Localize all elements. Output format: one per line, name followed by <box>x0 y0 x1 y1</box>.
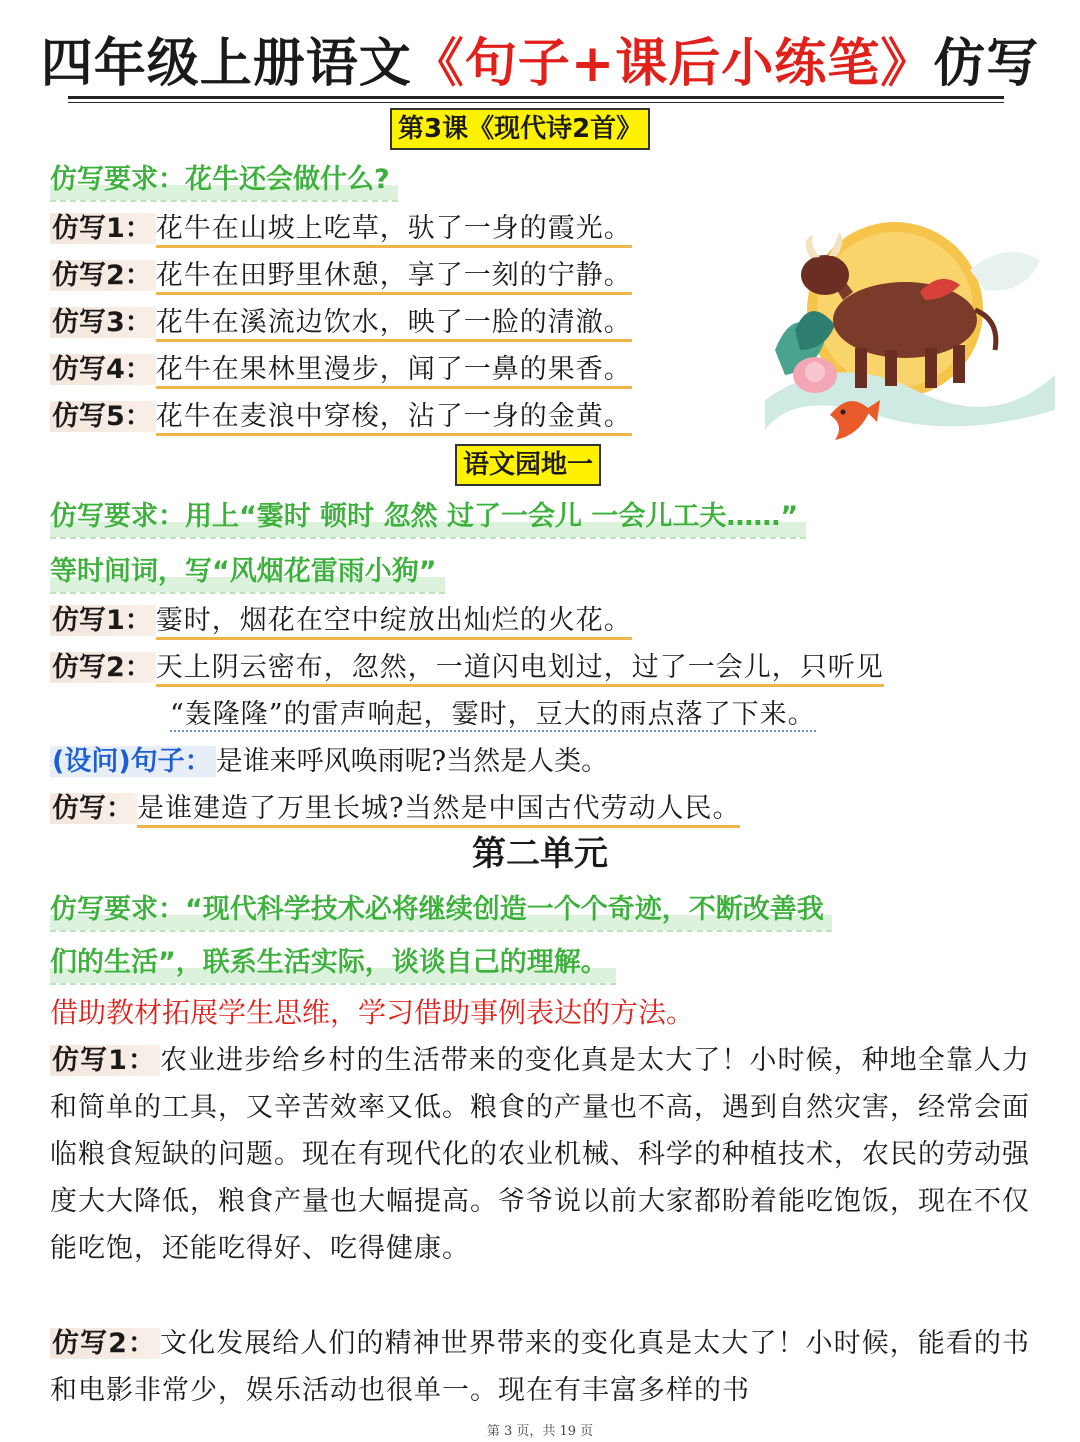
item-label: 仿写： <box>50 793 137 824</box>
item-text: 天上阴云密布，忽然，一道闪电划过，过了一会儿，只听见 <box>156 652 884 687</box>
item-label: 仿写1： <box>50 1045 160 1076</box>
ox-illustration <box>755 200 1060 475</box>
lesson3-item-4 <box>50 349 632 391</box>
garden1-tag: 语文园地一 <box>455 444 601 486</box>
item-text: 是谁建造了万里长城?当然是中国古代劳动人民。 <box>137 793 740 828</box>
item-text: 花牛在山坡上吃草，驮了一身的霞光。 <box>156 213 632 248</box>
item-text: 花牛在麦浪中穿梭，沾了一身的金黄。 <box>156 401 632 436</box>
title-rule-thin <box>68 102 1004 103</box>
item-label: 仿写2： <box>50 260 156 291</box>
item-text: 花牛在溪流边饮水，映了一脸的清澈。 <box>156 307 632 342</box>
title-tail: 仿写 <box>933 34 1040 94</box>
item-label: 仿写2： <box>50 652 156 683</box>
item-label: 仿写4： <box>50 354 156 385</box>
unit2-requirement-line1: 仿写要求：“现代科学技术必将继续创造一个个奇迹，不断改善我 <box>50 890 832 932</box>
item-text: 霎时，烟花在空中绽放出灿烂的火花。 <box>156 605 632 640</box>
item-text: 农业进步给乡村的生活带来的变化真是太大了！小时候，种地全靠人力和简单的工具，又辛苦效率又低。粮食的产量也不高，遇到自然灾害，经常会面临粮食短缺的问题。现在有现代化的农业机械、科学的种植技术，农民的劳动强度大大降低，粮食产量也大幅提高。爷爷说以前大家都盼着能吃饱饭，现在不仅能吃饱，还能吃得好、吃得健康。 <box>50 1045 1030 1264</box>
unit2-item-2 <box>50 1320 1030 1414</box>
lesson3-item-5 <box>50 396 632 438</box>
item-label: 仿写5： <box>50 401 156 432</box>
lesson3-item-3 <box>50 302 632 344</box>
lesson3-tag: 第3课《现代诗2首》 <box>390 108 650 150</box>
item-label: 仿写1： <box>50 213 156 244</box>
item-text: 花牛在田野里休憩，享了一刻的宁静。 <box>156 260 632 295</box>
item-text: 花牛在果林里漫步，闻了一鼻的果香。 <box>156 354 632 389</box>
garden1-item-2 <box>50 647 884 689</box>
lesson3-item-1 <box>50 208 632 250</box>
garden1-requirement-line1: 仿写要求：用上“霎时 顿时 忽然 过了一会儿 一会儿工夫……” <box>50 497 806 539</box>
unit2-requirement-line2: 们的生活”，联系生活实际，谈谈自己的理解。 <box>50 943 616 985</box>
lesson3-requirement: 仿写要求：花牛还会做什么? <box>50 160 398 202</box>
item-text: “轰隆隆”的雷声响起，霎时，豆大的雨点落了下来。 <box>170 699 816 730</box>
title-black: 四年级上册语文 <box>40 34 412 94</box>
item-text: 文化发展给人们的精神世界带来的变化真是太大了！小时候，能看的书和电影非常少，娱乐活动也很单一。现在有丰富多样的书 <box>50 1328 1030 1406</box>
page-title <box>0 28 1080 100</box>
unit2-note: 借助教材拓展学生思维，学习借助事例表达的方法。 <box>50 996 695 1029</box>
title-red: 《句子+课后小练笔》 <box>411 34 934 94</box>
rhetorical-imitation <box>50 788 740 830</box>
item-label: 仿写3： <box>50 307 156 338</box>
title-rule <box>68 96 1004 99</box>
item-label: 仿写1： <box>50 605 156 636</box>
garden1-item-2-cont <box>170 694 816 736</box>
rhetorical-text: 是谁来呼风唤雨呢?当然是人类。 <box>215 746 609 777</box>
item-label: 仿写2： <box>50 1328 160 1359</box>
page-footer: 第 3 页，共 19 页 <box>486 1424 594 1439</box>
rhetorical-sentence <box>50 741 608 783</box>
unit2-heading: 第二单元 <box>472 834 608 874</box>
lesson3-item-2 <box>50 255 632 297</box>
rhetorical-label: (设问)句子： <box>50 746 216 777</box>
garden1-item-1 <box>50 600 632 642</box>
unit2-item-1 <box>50 1037 1030 1272</box>
garden1-requirement-line2: 等时间词，写“风烟花雷雨小狗” <box>50 552 445 594</box>
